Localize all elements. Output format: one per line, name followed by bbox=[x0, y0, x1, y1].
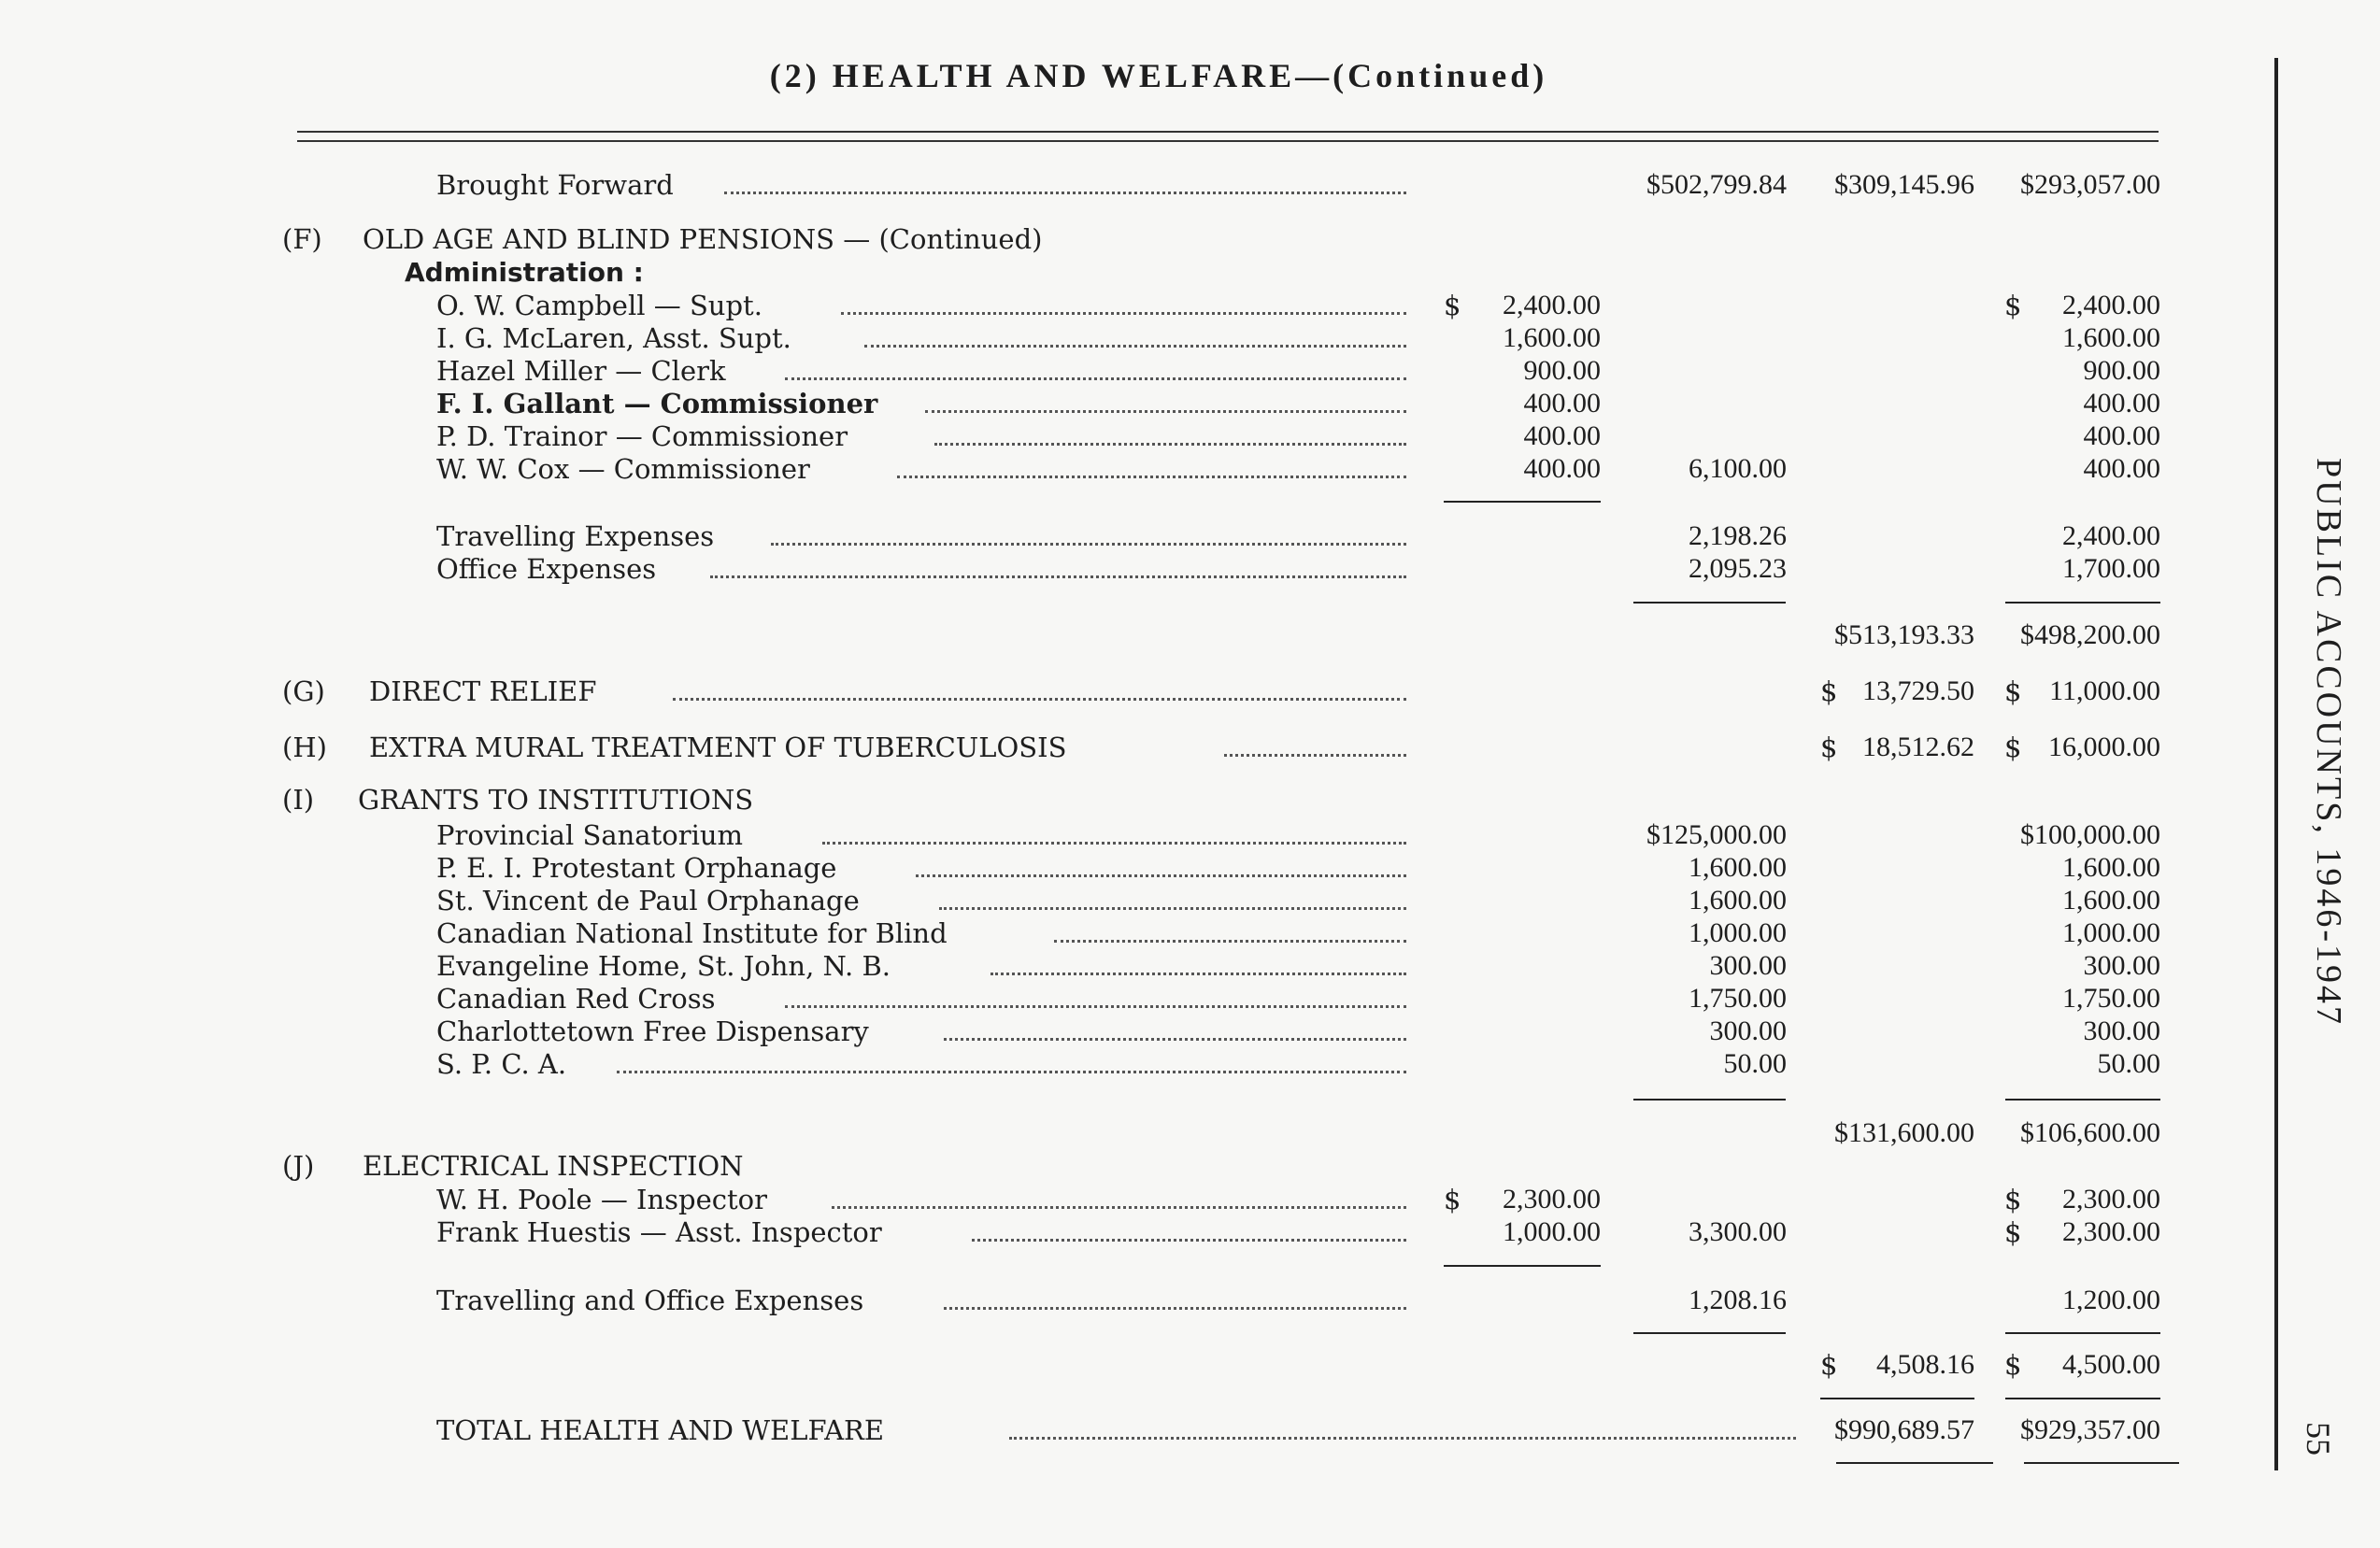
row-label: Provincial Sanatorium bbox=[436, 819, 744, 851]
row-c4: 900.00 bbox=[2083, 355, 2160, 386]
row-c4: 400.00 bbox=[2083, 420, 2160, 451]
subtotal-rule bbox=[1633, 1332, 1786, 1334]
dollar-sign: $ bbox=[2004, 675, 2022, 707]
table-row bbox=[0, 982, 2380, 1015]
table-row bbox=[0, 519, 2380, 553]
table-row bbox=[0, 949, 2380, 983]
section-h-letter: (H) bbox=[282, 731, 327, 763]
row-label: P. E. I. Protestant Orphanage bbox=[436, 852, 837, 884]
row-label: P. D. Trainor — Commissioner bbox=[436, 420, 848, 452]
leader-dots bbox=[897, 476, 1406, 478]
row-c1: 1,000.00 bbox=[1503, 1216, 1601, 1247]
section-j-heading bbox=[0, 1149, 2380, 1183]
dollar-sign: $ bbox=[2004, 290, 2022, 321]
table-row bbox=[0, 387, 2380, 420]
row-c2: 3,300.00 bbox=[1689, 1216, 1787, 1247]
table-row bbox=[0, 289, 2380, 322]
row-c1: 900.00 bbox=[1523, 355, 1601, 386]
row-c4: 2,300.00 bbox=[2062, 1216, 2160, 1247]
section-i-heading bbox=[0, 783, 2380, 817]
leader-dots bbox=[710, 575, 1406, 578]
row-label: S. P. C. A. bbox=[436, 1048, 567, 1080]
section-i-title: GRANTS TO INSTITUTIONS bbox=[358, 784, 754, 816]
leader-dots bbox=[934, 443, 1406, 446]
leader-dots bbox=[939, 907, 1406, 910]
section-j-total-c4: 4,500.00 bbox=[2062, 1349, 2160, 1380]
brought-forward-c4: $293,057.00 bbox=[2020, 169, 2160, 200]
leader-dots bbox=[785, 377, 1406, 380]
leader-dots bbox=[673, 698, 1406, 701]
section-h-row bbox=[0, 731, 2380, 764]
grand-total-row bbox=[0, 1413, 2380, 1447]
table-row bbox=[0, 1047, 2380, 1081]
row-label: Evangeline Home, St. John, N. B. bbox=[436, 950, 891, 982]
section-h-c3: 18,512.62 bbox=[1862, 731, 1974, 762]
row-c2: 300.00 bbox=[1709, 950, 1787, 981]
row-c2: 1,000.00 bbox=[1689, 917, 1787, 948]
dollar-sign: $ bbox=[1820, 1349, 1838, 1381]
table-row bbox=[0, 354, 2380, 388]
section-g-title: DIRECT RELIEF bbox=[369, 675, 597, 707]
table-row bbox=[0, 916, 2380, 950]
section-h-c4: 16,000.00 bbox=[2048, 731, 2160, 762]
leader-dots bbox=[822, 842, 1406, 845]
table-row bbox=[0, 1015, 2380, 1048]
grand-total-rule bbox=[2024, 1462, 2179, 1464]
brought-forward-c2: $502,799.84 bbox=[1646, 169, 1787, 200]
dollar-sign: $ bbox=[2004, 1184, 2022, 1215]
row-c4: 300.00 bbox=[2083, 1015, 2160, 1046]
leader-dots bbox=[724, 192, 1406, 194]
row-c4: 50.00 bbox=[2097, 1048, 2160, 1079]
subtotal-rule bbox=[1633, 1099, 1786, 1101]
section-i-letter: (I) bbox=[282, 784, 315, 816]
section-f-title: OLD AGE AND BLIND PENSIONS — (Continued) bbox=[363, 223, 1043, 255]
row-label: I. G. McLaren, Asst. Supt. bbox=[436, 322, 791, 354]
row-label: O. W. Campbell — Supt. bbox=[436, 290, 762, 321]
row-label: Travelling and Office Expenses bbox=[436, 1285, 864, 1316]
section-f-subtitle: Administration : bbox=[405, 257, 644, 288]
row-label: St. Vincent de Paul Orphanage bbox=[436, 885, 860, 916]
section-i-total-c4: $106,600.00 bbox=[2020, 1117, 2160, 1148]
subtotal-rule bbox=[1444, 1265, 1601, 1267]
section-g-row bbox=[0, 675, 2380, 708]
leader-dots bbox=[1009, 1437, 1796, 1440]
section-j-title: ELECTRICAL INSPECTION bbox=[363, 1150, 744, 1182]
row-label: Travelling Expenses bbox=[436, 520, 715, 552]
leader-dots bbox=[916, 874, 1406, 877]
leader-dots bbox=[617, 1071, 1406, 1073]
section-f-total-c3: $513,193.33 bbox=[1834, 619, 1974, 650]
dollar-sign: $ bbox=[1444, 290, 1461, 321]
margin-rule bbox=[2274, 58, 2278, 1470]
dollar-sign: $ bbox=[1820, 731, 1838, 763]
table-row bbox=[0, 1215, 2380, 1249]
grand-total-label: TOTAL HEALTH AND WELFARE bbox=[436, 1414, 885, 1446]
leader-dots bbox=[771, 543, 1406, 546]
row-c4: 2,400.00 bbox=[2062, 520, 2160, 551]
dollar-sign: $ bbox=[1820, 675, 1838, 707]
table-row bbox=[0, 1284, 2380, 1317]
subtotal-rule bbox=[2005, 1099, 2160, 1101]
row-c1: 400.00 bbox=[1523, 453, 1601, 484]
subtotal-rule bbox=[2005, 1332, 2160, 1334]
row-label: Canadian National Institute for Blind bbox=[436, 917, 948, 949]
leader-dots bbox=[832, 1206, 1406, 1209]
row-c2: 1,750.00 bbox=[1689, 983, 1787, 1014]
brought-forward-c3: $309,145.96 bbox=[1834, 169, 1974, 200]
subtotal-rule bbox=[1633, 602, 1786, 604]
row-c2: 1,208.16 bbox=[1689, 1285, 1787, 1315]
row-c2: 6,100.00 bbox=[1689, 453, 1787, 484]
grand-total-c3: $990,689.57 bbox=[1834, 1414, 1974, 1445]
title-rule-top bbox=[297, 131, 2159, 133]
row-label: W. H. Poole — Inspector bbox=[436, 1184, 767, 1215]
row-label: Office Expenses bbox=[436, 553, 657, 585]
running-header: PUBLIC ACCOUNTS, 1946-1947 bbox=[2309, 458, 2348, 1027]
dollar-sign: $ bbox=[2004, 1216, 2022, 1248]
section-f-letter: (F) bbox=[282, 223, 322, 255]
row-label: Canadian Red Cross bbox=[436, 983, 716, 1015]
leader-dots bbox=[944, 1307, 1406, 1310]
section-f-heading bbox=[0, 222, 2380, 256]
row-c4: 2,400.00 bbox=[2062, 290, 2160, 320]
section-j-total-c3: 4,508.16 bbox=[1876, 1349, 1974, 1380]
leader-dots bbox=[785, 1005, 1406, 1008]
table-row bbox=[0, 552, 2380, 586]
row-c1: 400.00 bbox=[1523, 388, 1601, 419]
page-number: 55 bbox=[2300, 1422, 2337, 1456]
row-c4: 1,200.00 bbox=[2062, 1285, 2160, 1315]
row-c2: 2,095.23 bbox=[1689, 553, 1787, 584]
grand-total-c4: $929,357.00 bbox=[2020, 1414, 2160, 1445]
subtotal-rule bbox=[2005, 602, 2160, 604]
row-c2: 300.00 bbox=[1709, 1015, 1787, 1046]
subtotal-rule bbox=[1820, 1398, 1974, 1399]
leader-dots bbox=[972, 1239, 1406, 1242]
section-j-total-row bbox=[0, 1348, 2380, 1382]
grand-total-rule bbox=[1836, 1462, 1993, 1464]
leader-dots bbox=[864, 345, 1406, 348]
section-g-c3: 13,729.50 bbox=[1862, 675, 1974, 706]
row-c4: 1,600.00 bbox=[2062, 322, 2160, 353]
row-c1: 2,400.00 bbox=[1503, 290, 1601, 320]
row-label: F. I. Gallant — Commissioner bbox=[436, 388, 878, 419]
brought-forward-row bbox=[0, 168, 2380, 202]
row-c4: 1,600.00 bbox=[2062, 885, 2160, 916]
row-c1: 400.00 bbox=[1523, 420, 1601, 451]
row-c2: 2,198.26 bbox=[1689, 520, 1787, 551]
row-c4: 400.00 bbox=[2083, 453, 2160, 484]
section-f-subheading bbox=[0, 256, 2380, 290]
row-c2: 1,600.00 bbox=[1689, 885, 1787, 916]
section-g-c4: 11,000.00 bbox=[2049, 675, 2160, 706]
section-h-title: EXTRA MURAL TREATMENT OF TUBERCULOSIS bbox=[369, 731, 1067, 763]
row-c1: 2,300.00 bbox=[1503, 1184, 1601, 1214]
row-c4: 2,300.00 bbox=[2062, 1184, 2160, 1214]
leader-dots bbox=[841, 312, 1406, 315]
row-c2: 1,600.00 bbox=[1689, 852, 1787, 883]
subtotal-rule bbox=[2005, 1398, 2160, 1399]
row-c4: 1,000.00 bbox=[2062, 917, 2160, 948]
row-label: Charlottetown Free Dispensary bbox=[436, 1015, 869, 1047]
row-c4: 1,750.00 bbox=[2062, 983, 2160, 1014]
section-j-letter: (J) bbox=[282, 1150, 315, 1182]
row-c4: 300.00 bbox=[2083, 950, 2160, 981]
table-row bbox=[0, 818, 2380, 852]
section-f-total-row bbox=[0, 618, 2380, 652]
table-row bbox=[0, 1183, 2380, 1216]
table-row bbox=[0, 321, 2380, 355]
leader-dots bbox=[925, 410, 1406, 413]
brought-forward-label: Brought Forward bbox=[436, 169, 674, 201]
row-c4: 400.00 bbox=[2083, 388, 2160, 419]
table-row bbox=[0, 452, 2380, 486]
leader-dots bbox=[1224, 754, 1406, 757]
title-rule-bottom bbox=[297, 140, 2159, 142]
table-row bbox=[0, 851, 2380, 885]
section-i-total-c3: $131,600.00 bbox=[1834, 1117, 1974, 1148]
section-i-total-row bbox=[0, 1116, 2380, 1150]
section-g-letter: (G) bbox=[282, 675, 325, 707]
subtotal-rule bbox=[1444, 501, 1601, 503]
leader-dots bbox=[1054, 940, 1406, 943]
row-c4: 1,700.00 bbox=[2062, 553, 2160, 584]
leader-dots bbox=[990, 973, 1406, 975]
row-c1: 1,600.00 bbox=[1503, 322, 1601, 353]
row-c2: $125,000.00 bbox=[1646, 819, 1787, 850]
row-c4: 1,600.00 bbox=[2062, 852, 2160, 883]
table-row bbox=[0, 419, 2380, 453]
row-c2: 50.00 bbox=[1723, 1048, 1787, 1079]
table-row bbox=[0, 884, 2380, 917]
page-title: (2) HEALTH AND WELFARE—(Continued) bbox=[769, 57, 1548, 94]
dollar-sign: $ bbox=[2004, 1349, 2022, 1381]
row-label: Hazel Miller — Clerk bbox=[436, 355, 726, 387]
row-c4: $100,000.00 bbox=[2020, 819, 2160, 850]
dollar-sign: $ bbox=[1444, 1184, 1461, 1215]
dollar-sign: $ bbox=[2004, 731, 2022, 763]
row-label: Frank Huestis — Asst. Inspector bbox=[436, 1216, 882, 1248]
section-f-total-c4: $498,200.00 bbox=[2020, 619, 2160, 650]
row-label: W. W. Cox — Commissioner bbox=[436, 453, 810, 485]
leader-dots bbox=[944, 1038, 1406, 1041]
